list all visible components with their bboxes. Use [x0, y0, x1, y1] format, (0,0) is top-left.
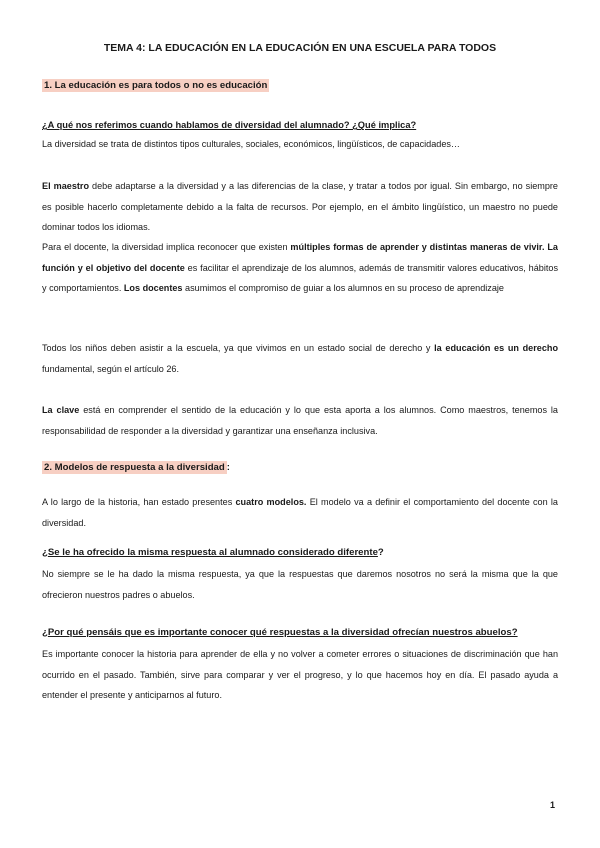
section-2-question-1: ¿Se le ha ofrecido la misma respuesta al alumnado considerado diferente?	[42, 547, 384, 558]
paragraph-key: La clave está en comprender el sentido de la educación y lo que esta aporta a los alumnos. Como maestros, tenemos la responsabilidad de responder a la diversidad y garantizar una enseñanza inclusiva.	[42, 405, 558, 436]
paragraph-same-response: No siempre se le ha dado la misma respuesta, ya que la respuestas que daremos nosotros no será la misma que la que ofrecieron nuestros padres o abuelos.	[42, 569, 558, 600]
paragraph-history: Es importante conocer la historia para aprender de ella y no volver a cometer errores o situaciones de discriminación que han ocurrido en el pasado. También, sirve para comparar y ver el progreso, y lo que hacemos hoy en día. El pasado ayuda a entender el presente y anticiparnos al futuro.	[42, 649, 558, 700]
section-2-heading: 2. Modelos de respuesta a la diversidad :	[44, 462, 230, 473]
document-title: TEMA 4: LA EDUCACIÓN EN LA EDUCACIÓN EN UNA ESCUELA PARA TODOS	[103, 42, 497, 54]
paragraph-models: A lo largo de la historia, han estado presentes cuatro modelos. El modelo va a definir el comportamiento del docente con la diversidad.	[42, 497, 558, 528]
section-1-heading: 1. La educación es para todos o no es educación	[44, 80, 268, 91]
paragraph-teacher: El maestro debe adaptarse a la diversidad y a las diferencias de la clase, y tratar a todos por igual. Sin embargo, no siempre es posible hacerlo completamente debido a la falta de recursos. Por ejemplo, en el ámbito lingüístico, un maestro no puede dominar todos los idiomas.	[42, 181, 558, 232]
page-number: 1	[550, 800, 556, 810]
paragraph-docente: Para el docente, la diversidad implica reconocer que existen múltiples formas de aprender y distintas maneras de vivir. La función y el objetivo del docente es facilitar el aprendizaje de los alumnos, además de transmitir valores educativos, hábitos y comportamientos. Los docentes asumimos el compromiso de guiar a los alumnos en su proceso de aprendizaje	[42, 242, 558, 293]
section-2-question-2: ¿Por qué pensáis que es importante conocer qué respuestas a la diversidad ofrecían nuestros abuelos?	[42, 627, 518, 638]
paragraph-right-to-education: Todos los niños deben asistir a la escuela, ya que vivimos en un estado social de derecho y la educación es un derecho fundamental, según el artículo 26.	[42, 343, 558, 374]
section-1-question: ¿A qué nos referimos cuando hablamos de diversidad del alumnado? ¿Qué implica?	[42, 120, 417, 130]
paragraph-diversity: La diversidad se trata de distintos tipos culturales, sociales, económicos, lingüísticos, de capacidades…	[42, 139, 461, 149]
